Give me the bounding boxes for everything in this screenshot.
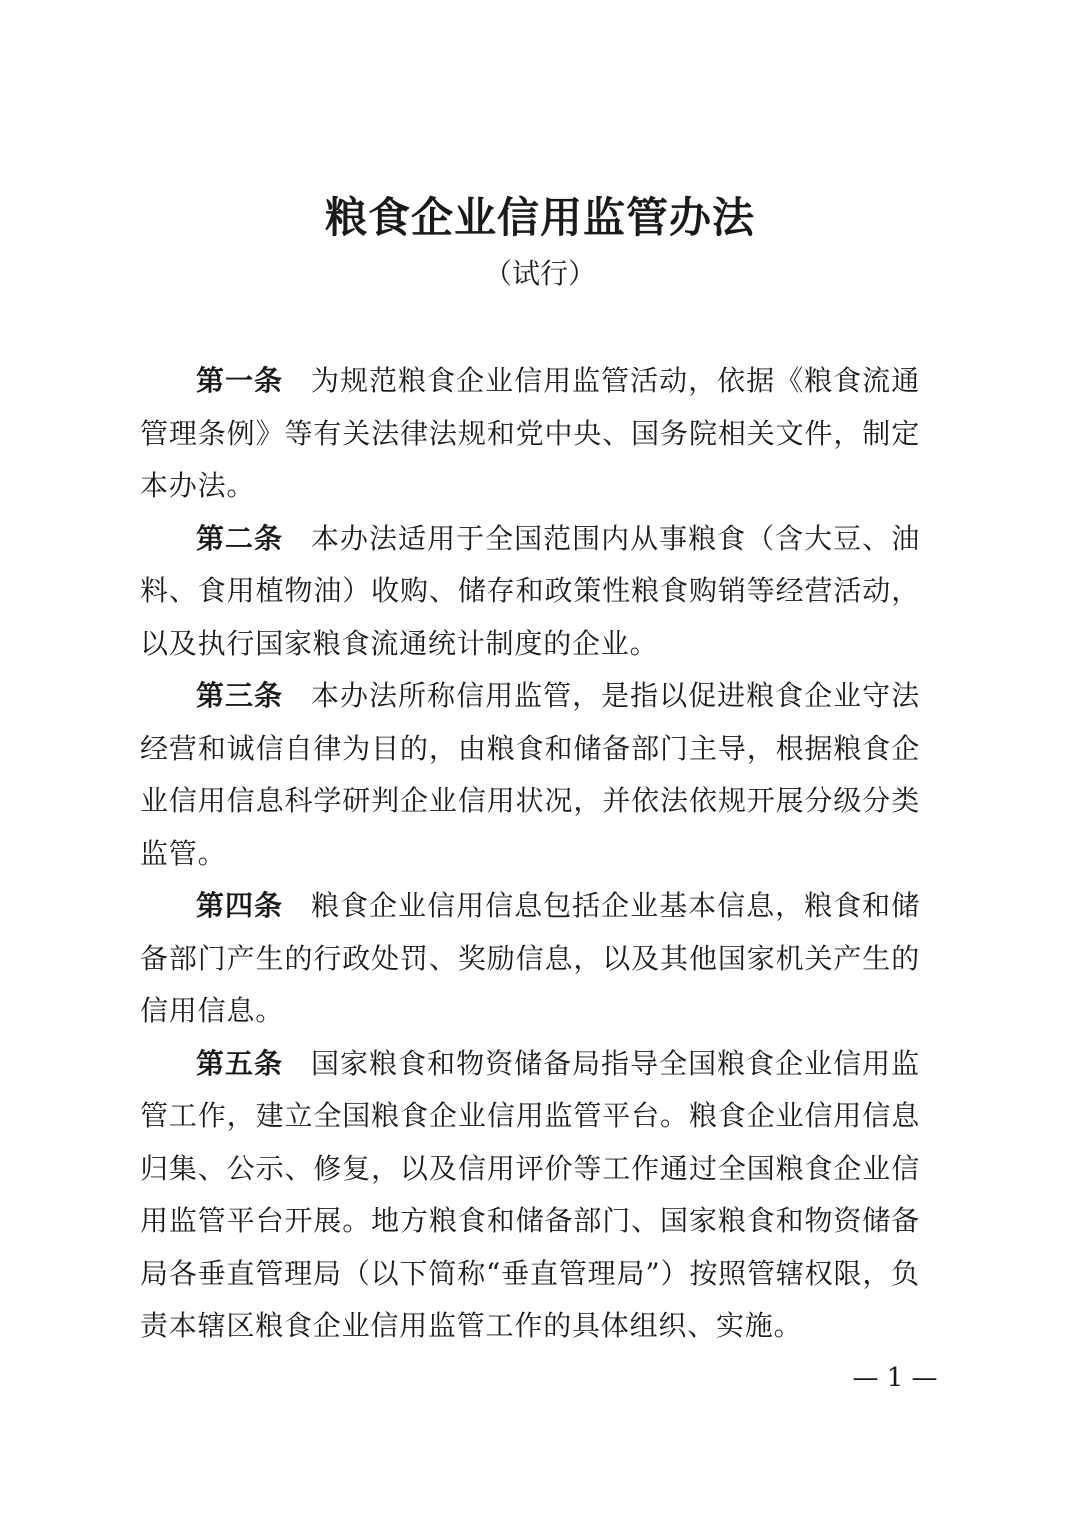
article-label: 第三条 [196, 679, 284, 712]
article-4 [140, 880, 920, 1038]
article-text: 本办法所称信用监管，是指以促进粮食企业守法经营和诚信自律为目的，由粮食和储备部门主导，根据粮食企业信用信息科学研判企业信用状况，并依法依规开展分级分类监管。 [140, 679, 920, 870]
document-subtitle: （试行） [483, 257, 596, 290]
article-text: 为规范粮食企业信用监管活动，依据《粮食流通管理条例》等有关法律法规和党中央、国务院相关文件，制定本办法。 [140, 364, 920, 502]
page-number: — 1 — [852, 1363, 938, 1393]
document-body [140, 355, 920, 1353]
article-label: 第二条 [196, 521, 284, 555]
article-text: 粮食企业信用信息包括企业基本信息，粮食和储备部门产生的行政处罚、奖励信息，以及其他国家机关产生的信用信息。 [140, 889, 920, 1027]
article-text: 国家粮食和物资储备局指导全国粮食企业信用监管工作，建立全国粮食企业信用监管平台。粮食企业信用信息归集、公示、修复，以及信用评价等工作通过全国粮食企业信用监管平台开展。地方粮食和储备部门、国家粮食和物资储备局各垂直管理局（以下简称“垂直管理局”）按照管辖权限，负责本辖区粮食企业信用监管工作的具体组织、实施。 [140, 1046, 920, 1342]
article-1 [140, 355, 920, 513]
document-title: 粮食企业信用监管办法 [324, 193, 755, 242]
article-label: 第五条 [196, 1046, 284, 1080]
article-2 [140, 513, 920, 671]
article-3 [140, 670, 920, 880]
article-5 [140, 1038, 920, 1353]
article-label: 第四条 [196, 889, 284, 922]
article-label: 第一条 [196, 364, 284, 397]
article-text: 本办法适用于全国范围内从事粮食（含大豆、油料、食用植物油）收购、储存和政策性粮食购销等经营活动，以及执行国家粮食流通统计制度的企业。 [140, 521, 920, 660]
